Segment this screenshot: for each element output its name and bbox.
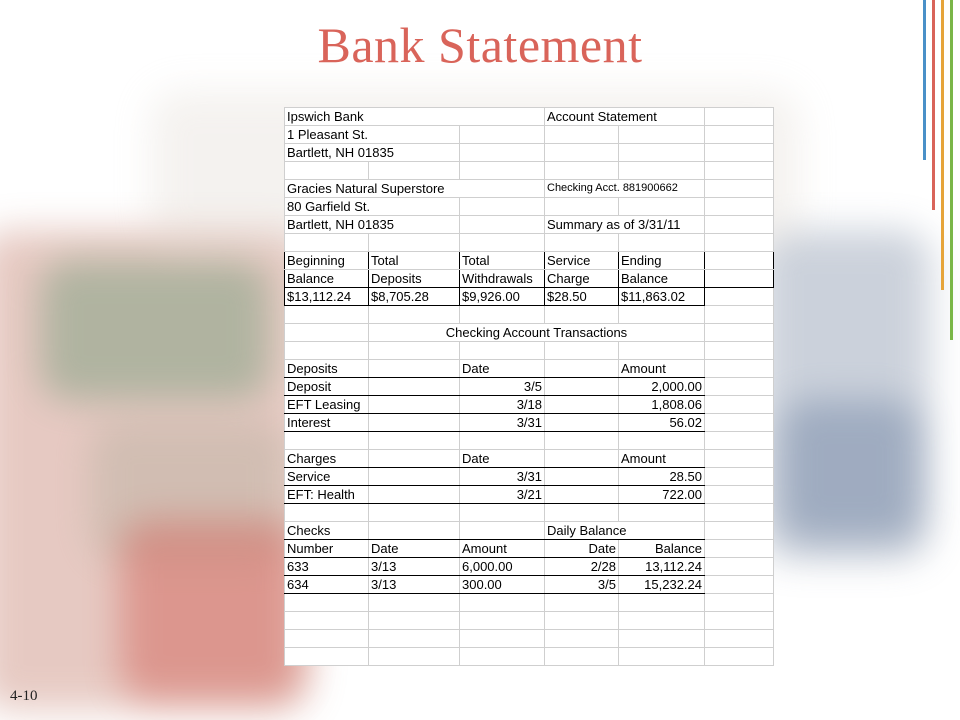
checks-header-row	[285, 540, 774, 558]
deposit-date: 3/18	[460, 396, 545, 414]
background-collage	[40, 260, 270, 400]
charge-amount: 28.50	[619, 468, 705, 486]
balance-value: 13,112.24	[619, 558, 705, 576]
charges-amount-header: Amount	[619, 450, 705, 468]
deposit-desc: EFT Leasing	[285, 396, 369, 414]
summary-header: Deposits	[369, 270, 460, 288]
table-row	[285, 162, 774, 180]
table-row	[285, 612, 774, 630]
statement-table	[284, 107, 774, 666]
balance-date: 2/28	[545, 558, 619, 576]
table-row	[285, 216, 774, 234]
charge-desc: Service	[285, 468, 369, 486]
deposit-amount: 56.02	[619, 414, 705, 432]
summary-value: $13,112.24	[285, 288, 369, 306]
charges-date-header: Date	[460, 450, 545, 468]
summary-header-row	[285, 252, 774, 270]
summary-header: Total	[460, 252, 545, 270]
customer-address-line2: Bartlett, NH 01835	[285, 216, 460, 234]
charge-row	[285, 486, 774, 504]
bank-address-line2: Bartlett, NH 01835	[285, 144, 460, 162]
balance-date-header: Date	[545, 540, 619, 558]
statement-spreadsheet	[284, 107, 774, 666]
charges-header: Charges	[285, 450, 369, 468]
deposit-date: 3/31	[460, 414, 545, 432]
table-row	[285, 648, 774, 666]
table-row	[285, 306, 774, 324]
daily-balance-title: Daily Balance	[545, 522, 705, 540]
table-row	[285, 198, 774, 216]
table-row	[285, 324, 774, 342]
summary-header: Beginning	[285, 252, 369, 270]
summary-values-row	[285, 288, 774, 306]
checks-title-row	[285, 522, 774, 540]
balance-value: 15,232.24	[619, 576, 705, 594]
table-row	[285, 342, 774, 360]
statement-label: Account Statement	[545, 108, 705, 126]
slide-title: Bank Statement	[317, 17, 643, 73]
deposit-row	[285, 378, 774, 396]
balance-date: 3/5	[545, 576, 619, 594]
deposit-row	[285, 414, 774, 432]
deposit-desc: Interest	[285, 414, 369, 432]
check-amount: 6,000.00	[460, 558, 545, 576]
deposit-amount: 1,808.06	[619, 396, 705, 414]
check-row	[285, 558, 774, 576]
table-row	[285, 108, 774, 126]
summary-date: Summary as of 3/31/11	[545, 216, 705, 234]
bank-name: Ipswich Bank	[285, 108, 545, 126]
checks-number-header: Number	[285, 540, 369, 558]
transactions-title: Checking Account Transactions	[369, 324, 705, 342]
balance-header: Balance	[619, 540, 705, 558]
charge-date: 3/21	[460, 486, 545, 504]
background-collage	[780, 400, 920, 540]
deposit-desc: Deposit	[285, 378, 369, 396]
summary-header: Balance	[619, 270, 705, 288]
summary-header-row	[285, 270, 774, 288]
account-number: Checking Acct. 881900662	[545, 180, 705, 198]
deposits-header: Deposits	[285, 360, 369, 378]
deposits-header-row	[285, 360, 774, 378]
summary-header: Balance	[285, 270, 369, 288]
background-collage	[120, 520, 300, 700]
table-row	[285, 594, 774, 612]
customer-name: Gracies Natural Superstore	[285, 180, 545, 198]
summary-value: $11,863.02	[619, 288, 705, 306]
charge-row	[285, 468, 774, 486]
table-row	[285, 126, 774, 144]
table-row	[285, 234, 774, 252]
deposits-date-header: Date	[460, 360, 545, 378]
summary-header: Withdrawals	[460, 270, 545, 288]
deposits-amount-header: Amount	[619, 360, 705, 378]
charge-amount: 722.00	[619, 486, 705, 504]
check-amount: 300.00	[460, 576, 545, 594]
charge-desc: EFT: Health	[285, 486, 369, 504]
checks-title: Checks	[285, 522, 369, 540]
charge-date: 3/31	[460, 468, 545, 486]
summary-value: $9,926.00	[460, 288, 545, 306]
table-row	[285, 432, 774, 450]
summary-value: $28.50	[545, 288, 619, 306]
checks-amount-header: Amount	[460, 540, 545, 558]
customer-address-line1: 80 Garfield St.	[285, 198, 460, 216]
summary-header: Charge	[545, 270, 619, 288]
table-row	[285, 504, 774, 522]
bank-address-line1: 1 Pleasant St.	[285, 126, 460, 144]
deposit-row	[285, 396, 774, 414]
checks-date-header: Date	[369, 540, 460, 558]
check-date: 3/13	[369, 576, 460, 594]
deposit-amount: 2,000.00	[619, 378, 705, 396]
table-row	[285, 180, 774, 198]
slide-number: 4-10	[10, 688, 38, 704]
check-row	[285, 576, 774, 594]
check-date: 3/13	[369, 558, 460, 576]
summary-header: Ending	[619, 252, 705, 270]
summary-header: Total	[369, 252, 460, 270]
check-number: 634	[285, 576, 369, 594]
check-number: 633	[285, 558, 369, 576]
table-row	[285, 144, 774, 162]
deposit-date: 3/5	[460, 378, 545, 396]
summary-header: Service	[545, 252, 619, 270]
summary-value: $8,705.28	[369, 288, 460, 306]
table-row	[285, 630, 774, 648]
charges-header-row	[285, 450, 774, 468]
